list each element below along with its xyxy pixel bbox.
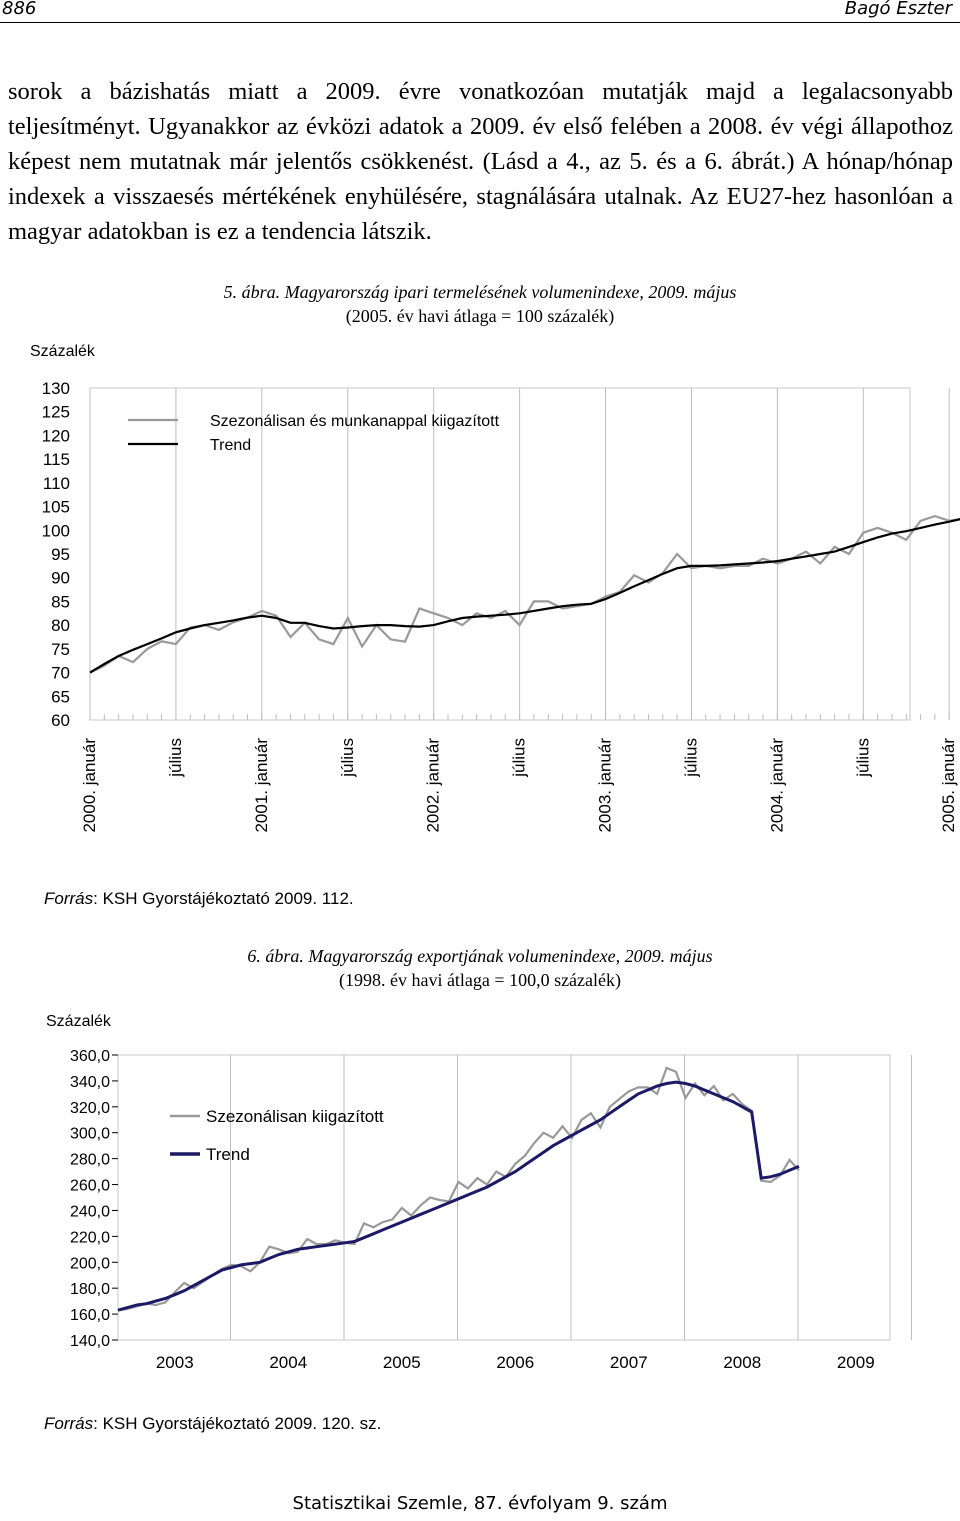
fig6-ytick-label: 220,0 <box>69 1229 110 1247</box>
fig6-number: 6. ábra. <box>247 946 304 966</box>
fig6-ytick-label: 300,0 <box>69 1125 110 1143</box>
fig5-ytick-label: 110 <box>42 473 70 493</box>
fig6-ytick-label: 140,0 <box>69 1333 110 1350</box>
fig6-title <box>180 944 780 992</box>
fig6-xtick-label: 2009 <box>836 1353 875 1372</box>
fig5-series-trend-line <box>90 420 960 672</box>
fig5-xtick-label: 2000. január <box>80 738 99 833</box>
fig5-subtitle: (2005. év havi átlaga = 100 százalék) <box>345 306 615 326</box>
fig5-legend-label: Trend <box>210 437 252 454</box>
fig5-title-text: Magyarország ipari termelésének volumenindexe, 2009. május <box>284 282 737 302</box>
fig5-xtick-label: július <box>853 738 873 777</box>
fig5-ytick-label: 60 <box>51 711 70 730</box>
fig5-ytick-label: 105 <box>41 497 70 517</box>
page-footer: Statisztikai Szemle, 87. évfolyam 9. szám <box>292 1493 668 1514</box>
fig5-ytick-label: 115 <box>42 450 70 470</box>
fig6-xtick-label: 2004 <box>269 1353 308 1372</box>
fig6-ytick-label: 320,0 <box>69 1099 110 1117</box>
fig5-xtick-label: július <box>165 738 185 777</box>
fig5-title <box>180 280 780 328</box>
fig5-source <box>44 889 354 909</box>
page-header <box>0 0 960 23</box>
fig6-series-seasonal-line <box>118 1068 799 1310</box>
author-name: Bagó Eszter <box>844 0 952 19</box>
fig5-ytick-label: 75 <box>51 639 70 659</box>
fig5-ytick-label: 130 <box>41 379 70 398</box>
fig6-xtick-label: 2006 <box>496 1353 535 1372</box>
fig5-xtick-label: július <box>337 738 357 777</box>
fig5-source-text: : KSH Gyorstájékoztató 2009. 112. <box>93 889 354 908</box>
fig5-xtick-label: július <box>681 738 701 777</box>
page-number: 886 <box>2 0 37 19</box>
fig6-ytick-label: 240,0 <box>69 1203 110 1221</box>
fig5-xtick-label: 2001. január <box>251 738 271 833</box>
fig6-ytick-label: 360,0 <box>69 1048 110 1065</box>
fig6-ytick-label: 180,0 <box>69 1281 110 1299</box>
fig5-xtick-label: 2002. január <box>423 738 443 833</box>
fig6-ytick-label: 260,0 <box>69 1177 110 1195</box>
fig6-source-text: : KSH Gyorstájékoztató 2009. 120. sz. <box>93 1414 382 1433</box>
fig5-legend-label: Szezonálisan és munkanappal kiigazított <box>210 413 500 430</box>
fig6-ytick-label: 200,0 <box>69 1255 110 1273</box>
fig6-ytick-label: 160,0 <box>69 1307 110 1325</box>
fig5-number: 5. ábra. <box>223 282 281 302</box>
fig6-legend-label: Trend <box>206 1145 250 1164</box>
fig6-ylabel: Százalék <box>46 1013 111 1030</box>
fig6-title-text: Magyarország exportjának volumenindexe, 2009. május <box>308 946 713 966</box>
fig5-chart <box>0 370 960 855</box>
fig5-xtick-label: 2003. január <box>595 738 615 833</box>
body-paragraph: sorok a bázishatás miatt a 2009. évre vonatkozóan mutatják majd a legalacsonyabb teljesítményt. Ugyanakkor az évközi adatok a 2009. év első felében a 2008. év végi állapothoz képest nem mutatnak már jelentős csökkenést. (Lásd a 4., az 5. és a 6. ábrát.) A hónap/hónap indexek a visszaesés mértékének enyhülésére, stagnálására utalnak. Az EU27-hez hasonlóan a magyar adatokban is ez a tendencia látszik. <box>8 78 953 245</box>
fig6-source-label: Forrás <box>44 1414 94 1433</box>
fig5-ytick-label: 95 <box>51 545 70 564</box>
fig5-ytick-label: 125 <box>41 402 70 422</box>
fig6-ytick-label: 280,0 <box>69 1151 110 1169</box>
fig5-ytick-label: 70 <box>51 663 70 683</box>
fig6-xtick-label: 2007 <box>609 1353 648 1372</box>
fig6-chart <box>0 1040 960 1385</box>
fig6-ytick-label: 340,0 <box>69 1073 110 1091</box>
fig5-xtick-label: július <box>509 738 529 777</box>
fig5-ytick-label: 120 <box>41 426 70 446</box>
fig6-legend-label: Szezonálisan kiigazított <box>206 1107 384 1126</box>
fig6-source <box>44 1414 381 1434</box>
fig6-xtick-label: 2005 <box>382 1353 421 1372</box>
fig6-subtitle: (1998. év havi átlaga = 100,0 százalék) <box>338 970 622 990</box>
fig5-xtick-label: 2005. január <box>939 738 959 833</box>
fig5-ytick-label: 90 <box>51 568 70 588</box>
fig5-ytick-label: 100 <box>41 521 70 541</box>
fig5-ytick-label: 85 <box>51 592 70 612</box>
fig6-plot-frame <box>118 1055 890 1340</box>
fig5-ytick-label: 80 <box>51 616 70 636</box>
fig5-source-label: Forrás <box>44 889 94 908</box>
fig6-xtick-label: 2008 <box>723 1353 762 1372</box>
fig6-xtick-label: 2003 <box>155 1353 194 1372</box>
fig5-ytick-label: 65 <box>51 687 70 707</box>
fig5-ylabel: Százalék <box>30 343 95 360</box>
fig5-xtick-label: 2004. január <box>767 738 787 833</box>
